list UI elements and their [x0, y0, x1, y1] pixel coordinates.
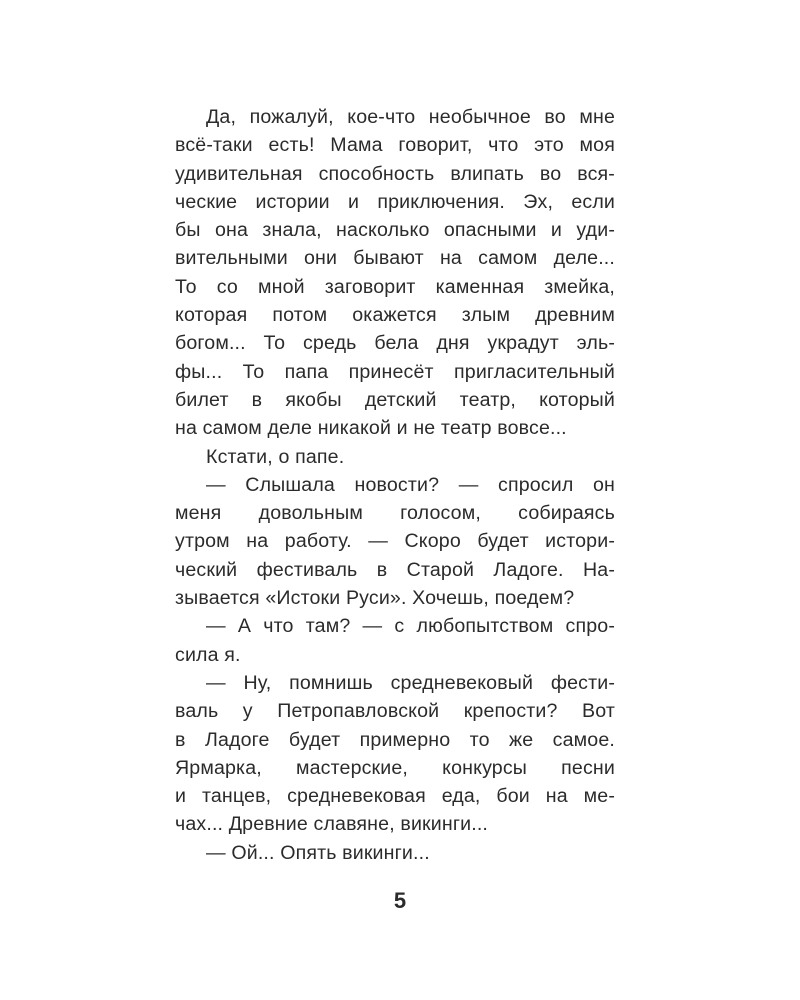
text-line: ческий фестиваль в Старой Ладоге. На-: [175, 558, 615, 581]
text-line: чах... Древние славяне, викинги...: [175, 813, 489, 836]
text-line: — Ой... Опять викинги...: [206, 841, 430, 864]
text-line: То со мной заговорит каменная змейка,: [175, 275, 615, 298]
text-line: удивительная способность влипать во вся-: [175, 162, 615, 185]
text-line: фы... То папа принесёт пригласительный: [175, 360, 615, 383]
page-number: 5: [393, 888, 407, 913]
text-line: билет в якобы детский театр, который: [175, 388, 615, 411]
text-line: меня довольным голосом, собираясь: [175, 502, 615, 525]
text-line: — А что там? — с любопытством спро-: [206, 615, 615, 638]
text-line: Да, пожалуй, кое-что необычное во мне: [206, 106, 615, 128]
text-line: валь у Петропавловской крепости? Вот: [175, 700, 615, 723]
text-line: которая потом окажется злым древним: [175, 304, 615, 327]
text-line: — Слышала новости? — спросил он: [206, 473, 615, 496]
text-line: — Ну, помнишь средневековый фести-: [206, 671, 615, 694]
text-line: зывается «Истоки Руси». Хочешь, поедем?: [175, 587, 575, 610]
text-line: ческие истории и приключения. Эх, если: [175, 190, 615, 213]
text-line: в Ладоге будет примерно то же самое.: [175, 728, 615, 751]
text-line: богом... То средь бела дня украдут эль-: [175, 332, 615, 355]
text-line: на самом деле никакой и не театр вовсе...: [175, 417, 567, 440]
text-line: всё-таки есть! Мама говорит, что это моя: [175, 134, 615, 157]
text-line: и танцев, средневековая еда, бои на ме-: [175, 785, 615, 808]
text-line: утром на работу. — Скоро будет истори-: [175, 530, 615, 553]
text-line: Кстати, о папе.: [206, 445, 345, 468]
text-line: бы она знала, насколько опасными и уди-: [175, 219, 615, 242]
text-line: сила я.: [175, 643, 241, 666]
text-line: Ярмарка, мастерские, конкурсы песни: [175, 756, 615, 779]
text-line: вительными они бывают на самом деле...: [175, 247, 615, 270]
body-text: [175, 103, 615, 867]
